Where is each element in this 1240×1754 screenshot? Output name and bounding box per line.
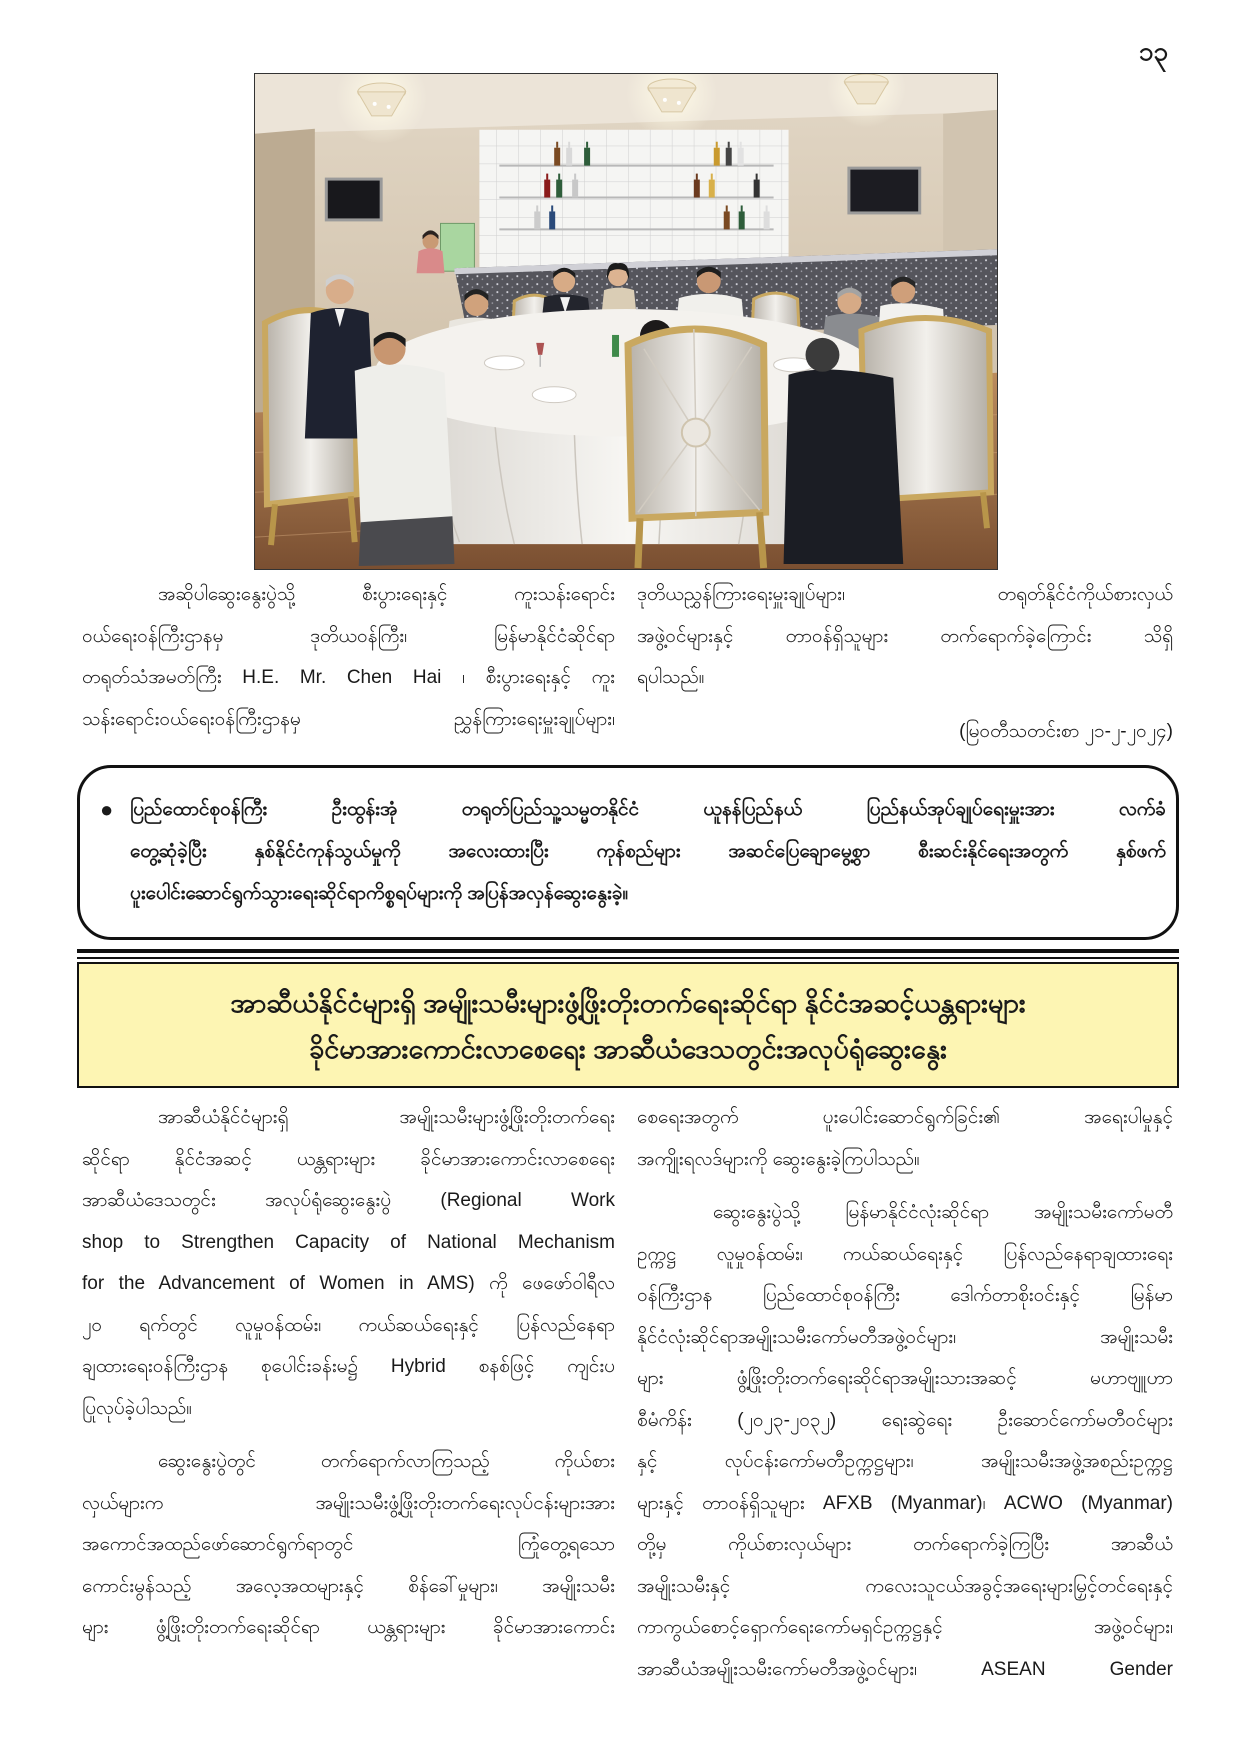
- caption-line: ရပါသည်။: [637, 667, 705, 688]
- body-line: ကာကွယ်စောင့်ရှောက်ရေးကော်မရှင်ဥက္ကဋ္ဌနှင့် အဖွဲ့ဝင်များ၊: [637, 1617, 1173, 1638]
- body-line: နှင့် လုပ်ငန်းကော်မတီဥက္ကဋ္ဌများ၊ အမျိုးသမီးအဖွဲ့အစည်းဥက္ကဋ္ဌ: [637, 1451, 1173, 1472]
- drink-cooler: [441, 223, 475, 271]
- body-line: အာဆီယံနိုင်ငံများရှိ အမျိုးသမီးများဖွံ့ဖြိုးတိုးတက်ရေး: [158, 1107, 615, 1128]
- caption-left-column: [82, 574, 615, 740]
- body-line: shop to Strengthen Capacity of National Mechanism: [82, 1231, 615, 1253]
- banquet-meeting-photo: [255, 74, 997, 569]
- body-line: အကျိုးရလဒ်များကို ဆွေးနွေးခဲ့ကြပါသည်။: [637, 1148, 920, 1170]
- body-line: စေရေးအတွက် ပူးပေါင်းဆောင်ရွက်ခြင်း၏ အရေးပါမှုနှင့်: [637, 1107, 1173, 1128]
- article-left-column: [82, 1097, 615, 1649]
- highlight-text: [130, 789, 1166, 915]
- caption-line: ဒုတိယညွှန်ကြားရေးမှူးချုပ်များ၊ တရုတ်နိုင်ငံကိုယ်စားလှယ်: [637, 584, 1173, 605]
- body-line: ချထားရေးဝန်ကြီးဌာန စုပေါင်းခန်းမ၌ Hybrid စနစ်ဖြင့် ကျင်းပ: [82, 1356, 615, 1377]
- caption-line: ဝယ်ရေးဝန်ကြီးဌာနမှ ဒုတိယဝန်ကြီး၊ မြန်မာနိုင်ငံဆိုင်ရာ: [82, 625, 615, 647]
- headline-line: အာဆီယံနိုင်ငံများရှိ အမျိုးသမီးများဖွံ့ဖြိုးတိုးတက်ရေးဆိုင်ရာ နိုင်ငံအဆင့်ယန္တရားများ: [230, 988, 1026, 1018]
- body-line: များ ဖွံ့ဖြိုးတိုးတက်ရေးဆိုင်ရာ ယန္တရားများ ခိုင်မာအားကောင်း: [82, 1617, 615, 1638]
- body-line: စီမံကိန်း (၂၀၂၃-၂၀၃၂) ရေးဆွဲရေး ဦးဆောင်ကော်မတီဝင်များ: [637, 1409, 1173, 1431]
- article-headline-box: [77, 962, 1179, 1088]
- chair-rosette: [682, 419, 710, 447]
- page-number: ၁၃: [1138, 36, 1168, 66]
- body-line: အမျိုးသမီးနှင့် ကလေးသူငယ်အခွင့်အရေးများမြှင့်တင်ရေးနှင့်: [637, 1575, 1173, 1597]
- highlight-line: ပြည်ထောင်စုဝန်ကြီး ဦးထွန်းအုံ တရုတ်ပြည်သူ့သမ္မတနိုင်ငံ ယူနန်ပြည်နယ် ပြည်နယ်အုပ်ချုပ်ရေးမှူးအား လက်ခံ: [130, 799, 1166, 820]
- caption-line: သန်းရောင်းဝယ်ရေးဝန်ကြီးဌာနမှ ညွှန်ကြားရေးမှူးချုပ်များ၊: [82, 708, 615, 730]
- body-line: ဝန်ကြီးဌာန ပြည်ထောင်စုဝန်ကြီး ဒေါက်တာစိုးဝင်းနှင့် မြန်မာ: [637, 1285, 1173, 1306]
- body-line: ၂၀ ရက်တွင် လူမှုဝန်ထမ်း၊ ကယ်ဆယ်ရေးနှင့် ပြန်လည်နေရာ: [82, 1314, 615, 1336]
- article-paragraph: [82, 1097, 615, 1429]
- body-line: ဆိုင်ရာ နိုင်ငံအဆင့် ယန္တရားများ ခိုင်မာအားကောင်းလာစေရေး: [82, 1148, 615, 1170]
- caption-right-column: [637, 574, 1173, 699]
- body-line: ဥက္ကဋ္ဌ လူမှုဝန်ထမ်း၊ ကယ်ဆယ်ရေးနှင့် ပြန်လည်နေရာချထားရေး: [637, 1243, 1173, 1265]
- event-photo: [254, 73, 998, 570]
- body-line: များ ဖွံ့ဖြိုးတိုးတက်ရေးဆိုင်ရာအမျိုးသားအဆင့် မဟာဗျူဟာ: [637, 1368, 1173, 1389]
- body-line: အာဆီယံအမျိုးသမီးကော်မတီအဖွဲ့ဝင်များ၊ ASEAN Gender: [637, 1658, 1173, 1680]
- highlight-news-box: [77, 765, 1179, 940]
- news-source-credit: (မြဝတီသတင်းစာ ၂၁-၂-၂၀၂၄): [959, 721, 1173, 742]
- body-line: ဆွေးနွေးပွဲတွင် တက်ရောက်လာကြသည့် ကိုယ်စား: [158, 1451, 615, 1472]
- section-divider-thin: [77, 957, 1179, 959]
- body-line: ဆွေးနွေးပွဲသို့ မြန်မာနိုင်ငံလုံးဆိုင်ရာ အမျိုးသမီးကော်မတီ: [713, 1202, 1173, 1223]
- caption-line: အဖွဲ့ဝင်များနှင့် တာဝန်ရှိသူများ တက်ရောက်ခဲ့ကြောင်း သိရှိ: [637, 625, 1173, 647]
- body-line: အာဆီယံဒေသတွင်း အလုပ်ရုံဆွေးနွေးပွဲ (Regional Work: [82, 1190, 615, 1211]
- headline-line: ခိုင်မာအားကောင်းလာစေရေး အာဆီယံဒေသတွင်းအလုပ်ရုံဆွေးနွေး: [309, 1034, 947, 1064]
- body-line: တို့မှ ကိုယ်စားလှယ်များ တက်ရောက်ခဲ့ကြပြီး အာဆီယံ: [637, 1534, 1173, 1555]
- caption-line: တရုတ်သံအမတ်ကြီး H.E. Mr. Chen Hai ၊ စီးပွားရေးနှင့် ကူး: [82, 667, 615, 688]
- body-line: ပြုလုပ်ခဲ့ပါသည်။: [82, 1397, 192, 1419]
- highlight-line: ပူးပေါင်းဆောင်ရွက်သွားရေးဆိုင်ရာကိစ္စရပ်များကို အပြန်အလှန်ဆွေးနွေးခဲ့။: [130, 883, 629, 904]
- article-paragraph: [82, 1441, 615, 1649]
- caption-line: အဆိုပါဆွေးနွေးပွဲသို့ စီးပွားရေးနှင့် ကူးသန်းရောင်း: [158, 584, 615, 605]
- article-paragraph: [637, 1097, 1173, 1180]
- body-line: အကောင်အထည်ဖော်ဆောင်ရွက်ရာတွင် ကြုံတွေ့ရသော: [82, 1534, 615, 1555]
- highlight-line: တွေ့ဆုံခဲ့ပြီး နှစ်နိုင်ငံကုန်သွယ်မှုကို အလေးထားပြီး ကုန်စည်များ အဆင်ပြေချောမွေ့စွာ စီးဆင်းနိုင်ရေးအတွက် နှစ်ဖက်: [130, 841, 1166, 862]
- body-line: လှယ်များက အမျိုးသမီးဖွံ့ဖြိုးတိုးတက်ရေးလုပ်ငန်းများအား: [82, 1492, 615, 1514]
- bullet-icon: ●: [100, 797, 114, 822]
- body-line: နိုင်ငံလုံးဆိုင်ရာအမျိုးသမီးကော်မတီအဖွဲ့ဝင်များ၊ အမျိုးသမီး: [637, 1326, 1173, 1348]
- bar-shelves: [479, 130, 788, 267]
- article-right-column: [637, 1097, 1173, 1690]
- body-line: ကောင်းမွန်သည့် အလေ့အထများနှင့် စိန်ခေါ်မှုများ၊ အမျိုးသမီး: [82, 1575, 615, 1597]
- body-line: for the Advancement of Women in AMS) ကို ဖေဖော်ဝါရီလ: [82, 1273, 615, 1294]
- section-divider-thick: [77, 949, 1179, 953]
- article-paragraph: [637, 1192, 1173, 1690]
- body-line: များနှင့် တာဝန်ရှိသူများ AFXB (Myanmar)၊ ACWO (Myanmar): [637, 1492, 1173, 1514]
